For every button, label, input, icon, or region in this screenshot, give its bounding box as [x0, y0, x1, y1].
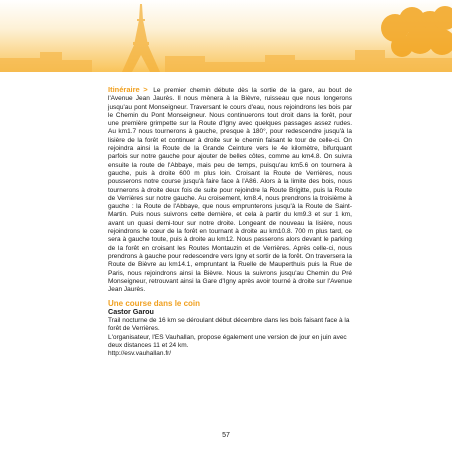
paris-skyline-illustration	[0, 0, 452, 72]
tree-foliage-icon	[381, 6, 452, 57]
itinerary-heading: Itinéraire	[108, 85, 140, 94]
itinerary-text: Le premier chemin débute dès la sortie de la gare, au bout de l'Avenue Jean Jaurès. Il nous mènera à la Bièvre, ruisseau que nous longerons jusqu'au pont Monseigneur. Traversant le cours d'eau, nous rejoindrons les bois par le Chemin du Pont Monseigneur. Nous continuerons tout droit dans la forêt, pour une première grimpette sur la Route d'Igny avec quelques passages assez rudes. Au km1.7 nous tournerons à gauche, presque à 180°, pour redescendre jusqu'à la lisière de la forêt et continuer à droite sur le chemin faisant le tour de celle-ci. On rejoindra ainsi la Route de la Grande Ceinture vers le 4e kilomètre, bifurquant parfois sur notre gauche pour ajouter de belles côtes, comme au km4.8. On suivra ensuite la route de l'Abbaye, mais peu de temps, puisqu'au km5.6 on tournera à gauche, puis à droite 600 m plus loin. Croisant la Route de Verrières, nous pousserons notre course jusqu'à faire face à l'A86. Alors à la limite des bois, nous tournerons à droite deux fois de suite pour rejoindre la Route Brigitte, puis la Route de Verrières sur notre gauche. Au croisement, km8.4, nous prendrons la troisième à gauche : la Route de l'Abbaye, que nous emprunterons jusqu'à la Route de Saint-Martin. Puis nous suivrons cette dernière, et cela à partir du km9.3 et sur 1 km, avant un quasi demi-tour sur notre droite. Longeant de nouveau la lisière, nous rejoindrons le cœur de la forêt en tournant à droite au km10.8. 700 m plus tard, ce sera à gauche toute, puis à droite au km12. Nous passerons alors devant le parking de la forêt en croisant les Routes Montauzin et de Verrières. Après celle-ci, nous prendrons à gauche pour redescendre vers Igny et sortir de la forêt. On traversera la Route de Bièvre au km14.1, empruntant la Ruelle de Mauperthuis puis la Rue de Paris, nous rejoindrons ainsi la Bièvre. Nous la suivrons jusqu'au Chemin du Pré Monseigneur, retrouvant ainsi la Gare d'Igny après avoir tourné à droite sur l'Avenue Jean Jaurès.	[108, 87, 353, 294]
race-organizer: L'organisateur, l'ES Vauhallan, propose également une version de jour en juin avec deux distances 11 et 24 km.	[108, 333, 347, 349]
header-banner	[0, 0, 452, 72]
race-description: Trail nocturne de 16 km se déroulant début décembre dans les bois faisant face à la forêt de Verrières.	[108, 316, 350, 333]
city-silhouette-icon	[0, 50, 452, 72]
eiffel-tower-icon	[122, 4, 160, 72]
page-content	[108, 86, 352, 358]
race-name: Castor Garou	[108, 307, 154, 317]
itinerary-paragraph	[108, 86, 352, 294]
page-number: 57	[222, 432, 230, 439]
race-url-link[interactable]: http://esv.vauhallan.fr/	[108, 350, 172, 358]
chevron-right-icon: >	[143, 85, 148, 94]
race-section-title: Une course dans le coin	[108, 299, 201, 309]
